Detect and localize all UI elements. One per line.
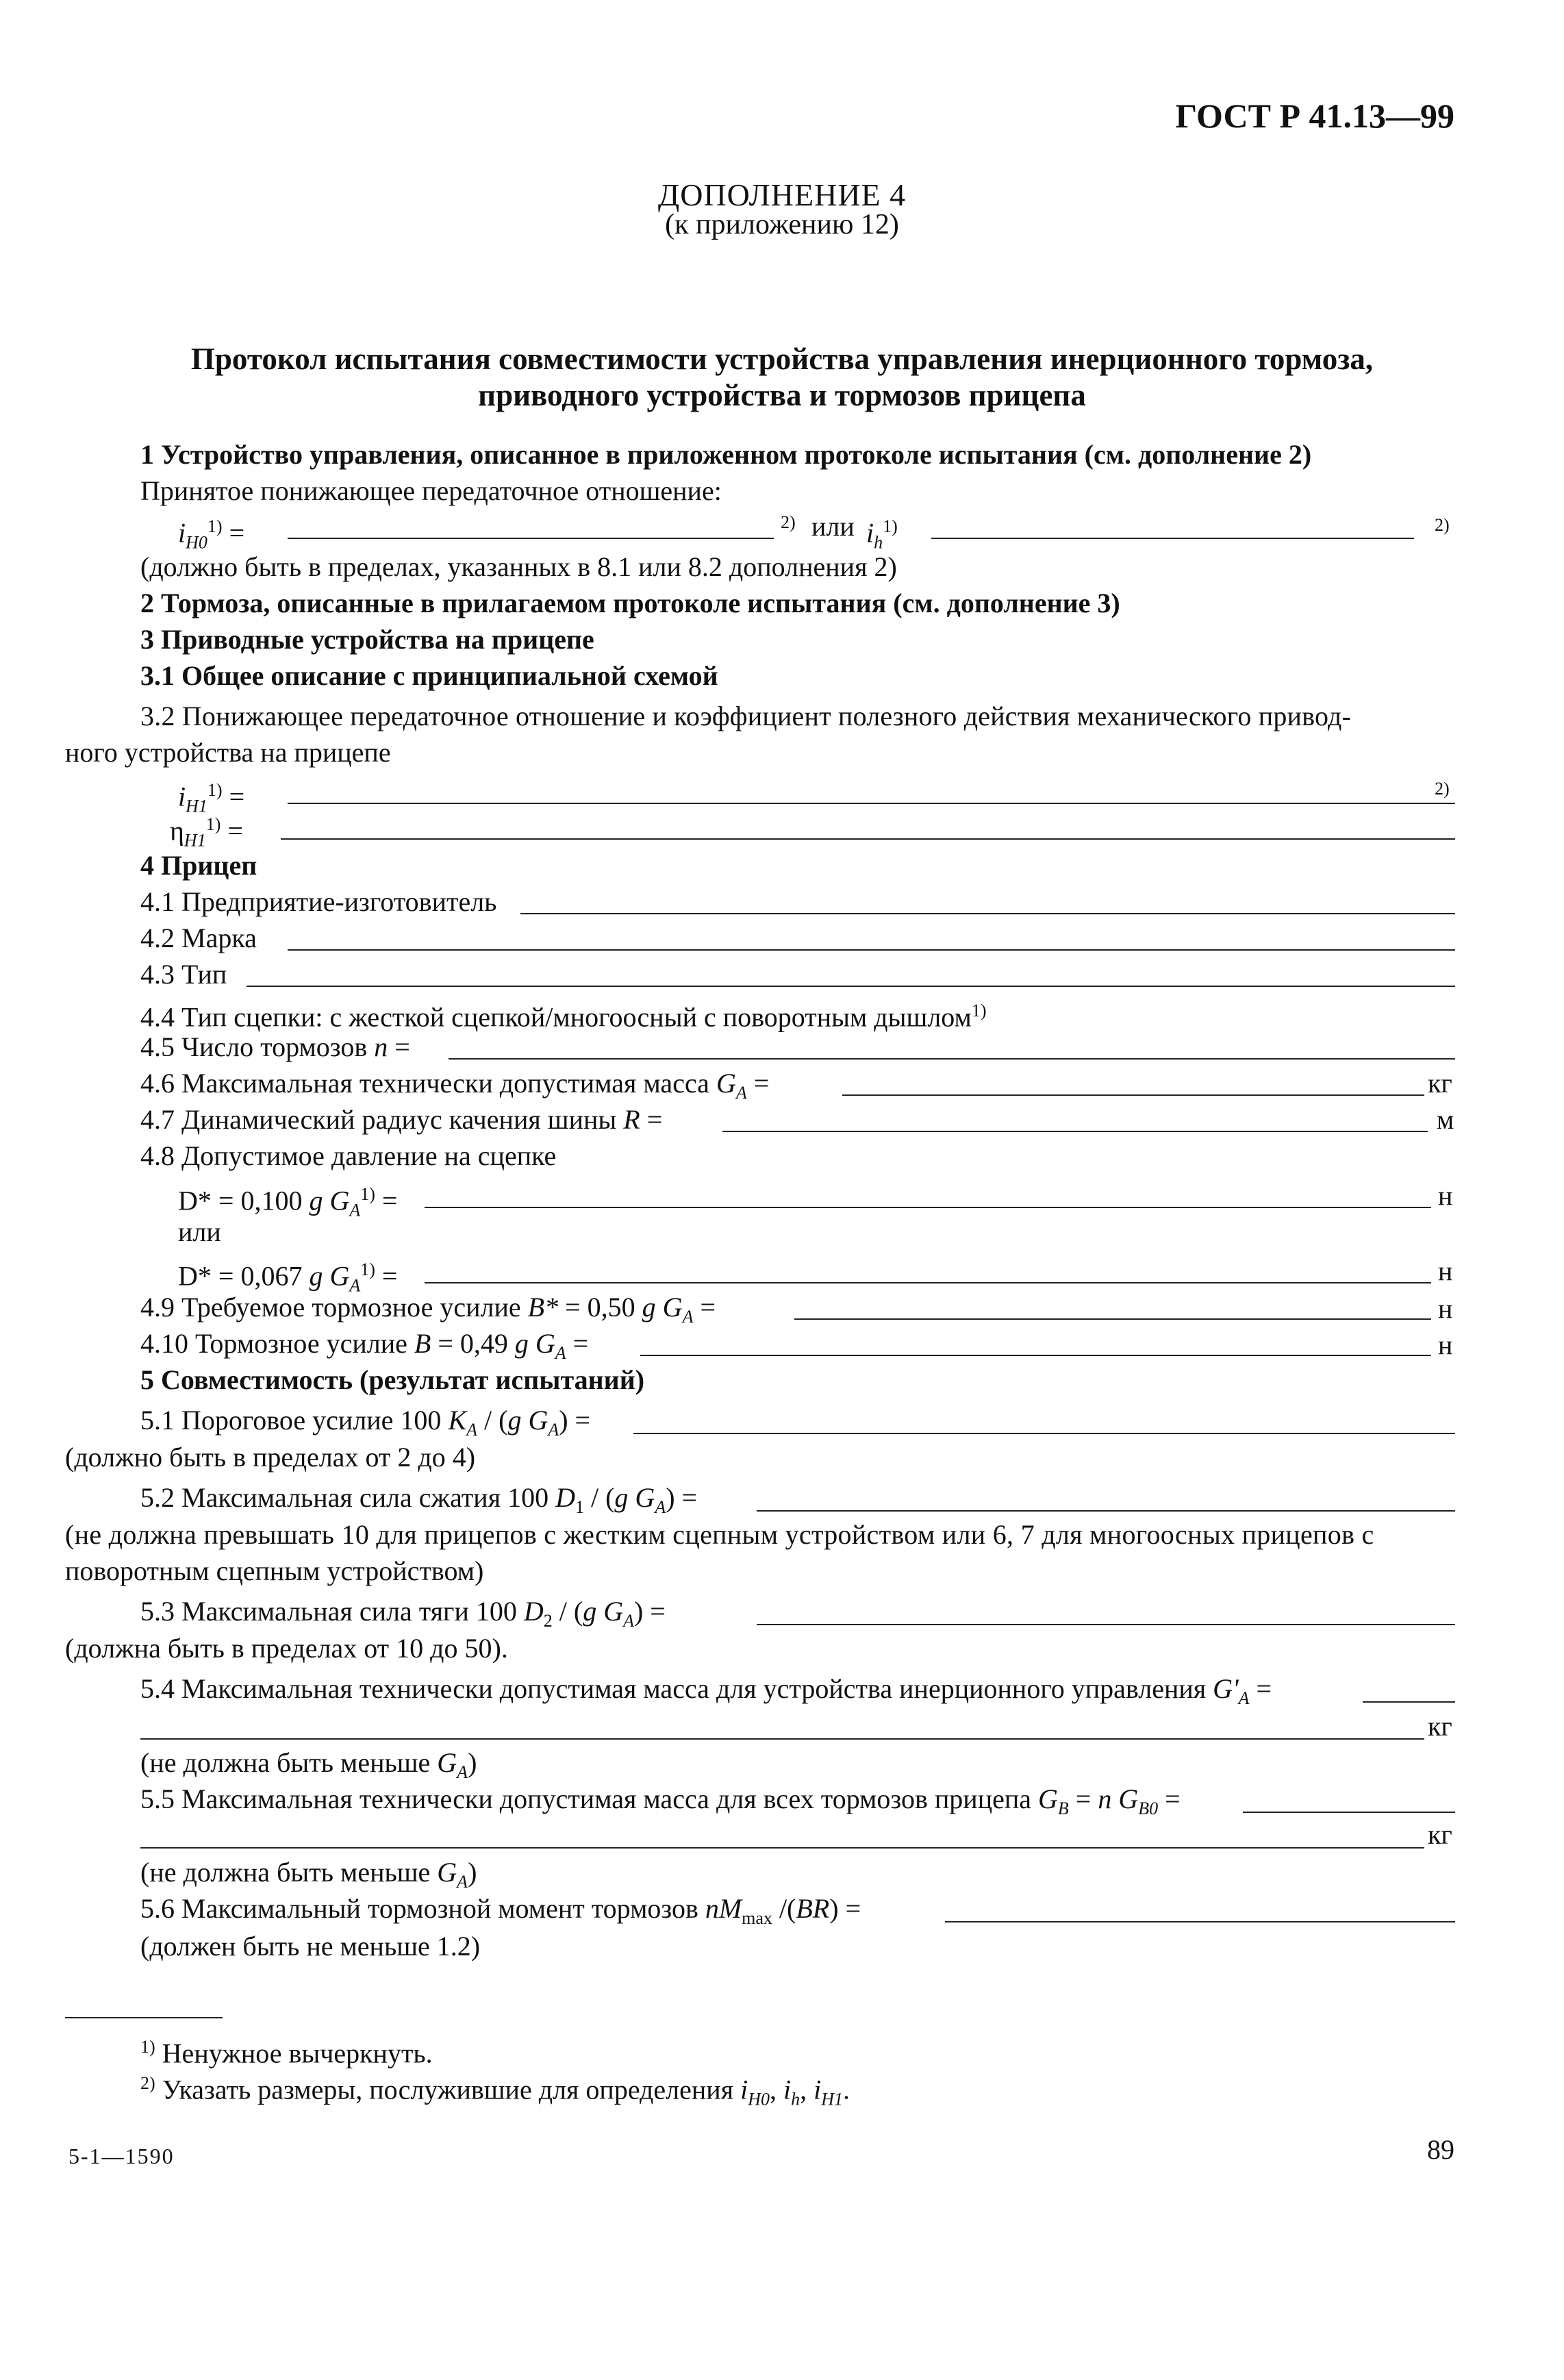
section-3-1: 3.1 Общее описание с принципиальной схемой bbox=[140, 660, 718, 691]
s4-10-label: 4.10 Тормозное усилие B = 0,49 g $G_A$ = bbox=[140, 1328, 589, 1363]
section-4-heading: 4 Прицеп bbox=[140, 850, 257, 881]
s1-or: или bbox=[811, 511, 855, 542]
s5-2-note1: (не должна превышать 10 для прицепов с жестким сцепным устройством или 6, 7 для многоосных прицепов с bbox=[65, 1519, 1374, 1550]
footnote-divider bbox=[65, 2017, 223, 2018]
section-2-heading: 2 Тормоза, описанные в прилагаемом протоколе испытания (см. дополнение 3) bbox=[140, 588, 1120, 618]
gost-header: ГОСТ Р 41.13—99 bbox=[1175, 97, 1454, 135]
s5-1-field[interactable] bbox=[633, 1433, 1455, 1434]
s4-6-label: 4.6 Максимальная технически допустимая масса $G_A$ = bbox=[140, 1068, 770, 1103]
s4-5-field[interactable] bbox=[449, 1058, 1455, 1060]
s4-8-label: 4.8 Допустимое давление на сцепке bbox=[140, 1140, 557, 1171]
s4-2-label: 4.2 Марка bbox=[140, 923, 257, 953]
page-number: 89 bbox=[1427, 2134, 1454, 2165]
footnote-2: $^{2)}$ Указать размеры, послужившие для определения $i_{H0}$, $i_h$, $i_{H1}$. bbox=[140, 2073, 850, 2109]
s5-3-field[interactable] bbox=[757, 1624, 1455, 1625]
s4-8-unit2: н bbox=[1438, 1255, 1453, 1286]
s4-10-field[interactable] bbox=[640, 1355, 1431, 1356]
footnote-1: $^{1)}$ Ненужное вычеркнуть. bbox=[140, 2037, 433, 2069]
s5-5-note: (не должна быть меньше $G_A$) bbox=[140, 1857, 477, 1892]
s4-5-label: 4.5 Число тормозов n = bbox=[140, 1031, 410, 1062]
s3-ih1-label: $i_{H1}^{1)}$ = bbox=[178, 780, 245, 816]
s4-8-formula1: D* = 0,100 g $G_A^{1)}$ = bbox=[178, 1184, 398, 1220]
s3-ih1-field[interactable] bbox=[288, 803, 1455, 804]
s1-ih0-label: $i_{H0}^{1)}$ = bbox=[178, 516, 245, 553]
s5-4-field-a[interactable] bbox=[1363, 1701, 1455, 1703]
s5-4-label: 5.4 Максимальная технически допустимая масса для устройства инерционного управления $G'_A$ = bbox=[140, 1673, 1272, 1708]
s1-ih-label: $i_h^{1)}$ bbox=[866, 516, 898, 553]
s4-1-field[interactable] bbox=[520, 913, 1455, 914]
s5-3-note: (должна быть в пределах от 10 до 50). bbox=[65, 1633, 508, 1664]
s4-6-unit: кг bbox=[1428, 1068, 1452, 1099]
s4-8-unit1: н bbox=[1438, 1180, 1453, 1211]
s5-4-unit: кг bbox=[1428, 1711, 1452, 1742]
s1-mark2b: 2) bbox=[1435, 515, 1450, 535]
section-1-heading: 1 Устройство управления, описанное в приложенном протоколе испытания (см. дополнение 2) bbox=[140, 439, 1312, 470]
s5-3-label: 5.3 Максимальная сила тяги 100 $D_2 / (g$ $G_A$) = bbox=[140, 1596, 666, 1631]
s4-7-unit: м bbox=[1437, 1104, 1454, 1135]
s5-6-field[interactable] bbox=[945, 1921, 1455, 1922]
s5-2-note2: поворотным сцепным устройством) bbox=[65, 1555, 484, 1586]
s1-mark2: 2) bbox=[781, 512, 796, 532]
s4-7-field[interactable] bbox=[722, 1131, 1428, 1132]
s4-3-field[interactable] bbox=[247, 986, 1455, 987]
s4-7-label: 4.7 Динамический радиус качения шины R = bbox=[140, 1104, 663, 1135]
s4-9-label: 4.9 Требуемое тормозное усилие B* = 0,50 g $G_A$ = bbox=[140, 1292, 716, 1327]
s5-6-label: 5.6 Максимальный тормозной момент тормозов $nM_{max}$ /(BR) = bbox=[140, 1893, 861, 1928]
s5-2-field[interactable] bbox=[757, 1510, 1455, 1512]
section-3-heading: 3 Приводные устройства на прицепе bbox=[140, 624, 594, 655]
supplement-title: ДОПОЛНЕНИЕ 4 bbox=[657, 177, 907, 212]
s5-5-field-a[interactable] bbox=[1243, 1812, 1455, 1813]
s1-ih-field[interactable] bbox=[931, 538, 1414, 539]
print-code: 5-1—1590 bbox=[68, 2144, 175, 2168]
s4-9-unit: н bbox=[1438, 1293, 1453, 1324]
s5-4-note: (не должна быть меньше $G_A$) bbox=[140, 1747, 477, 1782]
s4-8-field2[interactable] bbox=[425, 1282, 1431, 1283]
s5-5-field-b[interactable] bbox=[140, 1847, 1424, 1849]
s5-1-label: 5.1 Пороговое усилие 100 $K_A / (g$ $G_A$) = bbox=[140, 1405, 591, 1440]
s3-2-line2: ного устройства на прицепе bbox=[65, 737, 391, 768]
s4-3-label: 4.3 Тип bbox=[140, 959, 227, 990]
s5-5-label: 5.5 Максимальная технически допустимая масса для всех тормозов прицепа $G_B = n$ $G_{B0}$ = bbox=[140, 1783, 1181, 1818]
protocol-title-line2: приводного устройства и тормозов прицепа bbox=[478, 378, 1086, 412]
s5-2-label: 5.2 Максимальная сила сжатия 100 $D_1 / (g$ $G_A$) = bbox=[140, 1482, 698, 1517]
s5-4-field-b[interactable] bbox=[140, 1738, 1424, 1740]
s4-1-label: 4.1 Предприятие-изготовитель bbox=[140, 886, 497, 917]
s4-8-or: или bbox=[178, 1216, 221, 1247]
s4-8-field1[interactable] bbox=[425, 1207, 1431, 1208]
s1-note: (должно быть в пределах, указанных в 8.1 или 8.2 дополнения 2) bbox=[140, 551, 897, 582]
s5-5-unit: кг bbox=[1428, 1819, 1452, 1850]
section-5-heading: 5 Совместимость (результат испытаний) bbox=[140, 1364, 645, 1395]
s1-ih0-field[interactable] bbox=[288, 538, 774, 539]
s3-mark2: 2) bbox=[1435, 779, 1450, 799]
s3-eta-field[interactable] bbox=[281, 838, 1455, 840]
s5-1-note: (должно быть в пределах от 2 до 4) bbox=[65, 1442, 476, 1473]
protocol-title-line1: Протокол испытания совместимости устройства управления инерционного тормоза, bbox=[190, 342, 1374, 376]
s3-2-line1: 3.2 Понижающее передаточное отношение и коэффициент полезного действия механического привод- bbox=[140, 701, 1352, 731]
s5-6-note: (должен быть не меньше 1.2) bbox=[140, 1931, 481, 1962]
s4-4-label: 4.4 Тип сцепки: с жесткой сцепкой/многоосный с поворотным дышлом$^{1)}$ bbox=[140, 1001, 987, 1033]
s4-8-formula2: D* = 0,067 g $G_A^{1)}$ = bbox=[178, 1260, 398, 1296]
supplement-subtitle: (к приложению 12) bbox=[665, 209, 899, 240]
s1-line1: Принятое понижающее передаточное отношение: bbox=[140, 475, 722, 506]
s4-2-field[interactable] bbox=[288, 949, 1455, 951]
s4-9-field[interactable] bbox=[794, 1318, 1431, 1320]
s3-eta-label: $\eta_{H1}^{1)}$ = bbox=[170, 814, 243, 851]
s4-10-unit: н bbox=[1438, 1329, 1453, 1360]
s4-6-field[interactable] bbox=[842, 1094, 1424, 1096]
